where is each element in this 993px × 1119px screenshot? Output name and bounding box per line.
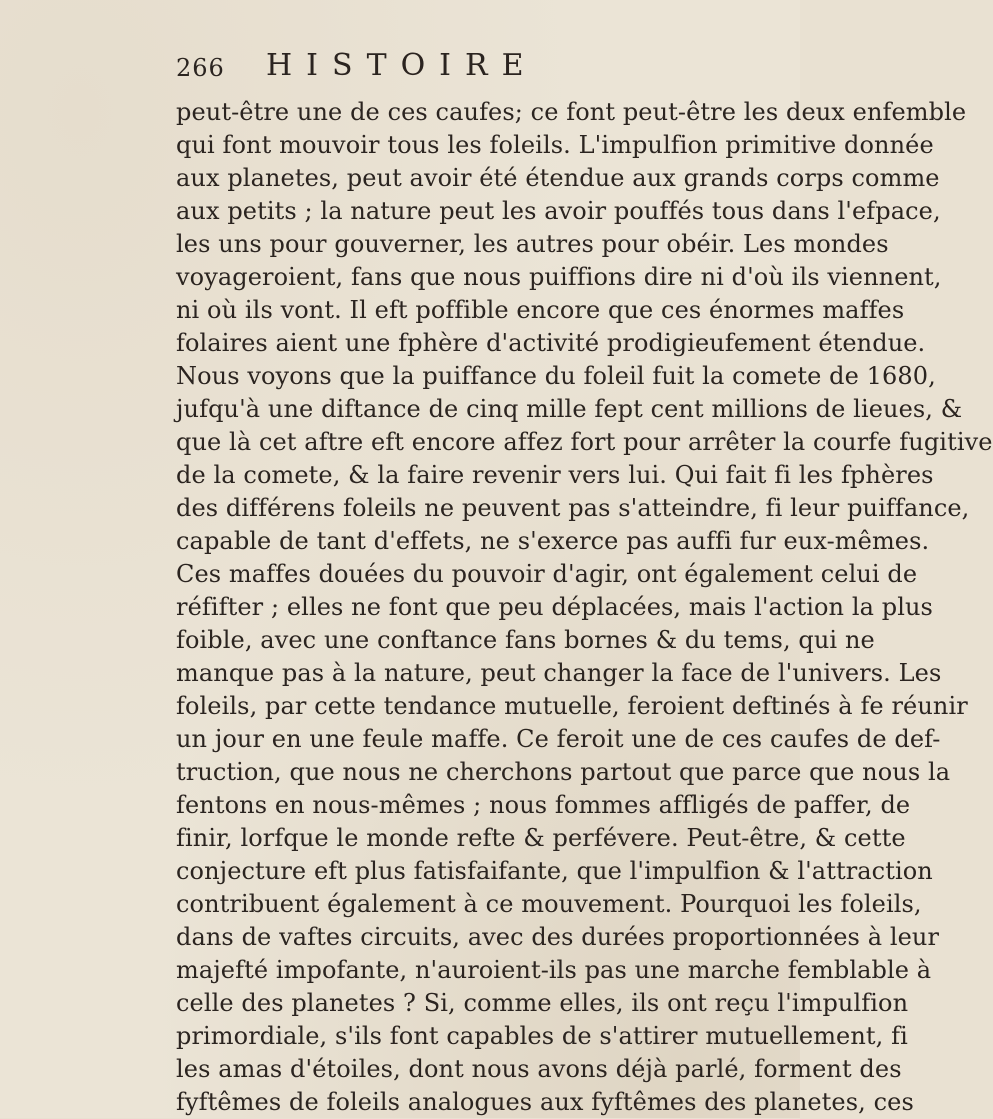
text-line: aux planetes, peut avoir été étendue aux grands corps comme bbox=[176, 164, 940, 192]
text-line: qui font mouvoir tous les foleils. L'impulfion primitive donnée bbox=[176, 131, 934, 159]
text-line: aux petits ; la nature peut les avoir pouffés tous dans l'efpace, bbox=[176, 197, 941, 225]
text-line: foleils, par cette tendance mutuelle, feroient deftinés à fe réunir bbox=[176, 692, 968, 720]
text-line: fyftêmes de foleils analogues aux fyftêmes des planetes, ces bbox=[176, 1088, 914, 1116]
text-line: jufqu'à une diftance de cinq mille fept cent millions de lieues, & bbox=[176, 395, 963, 423]
text-line: truction, que nous ne cherchons partout que parce que nous la bbox=[176, 758, 951, 786]
text-line: contribuent également à ce mouvement. Pourquoi les foleils, bbox=[176, 890, 922, 918]
text-line: foible, avec une conftance fans bornes & du tems, qui ne bbox=[176, 626, 875, 654]
text-line: majefté impofante, n'auroient-ils pas une marche femblable à bbox=[176, 956, 932, 984]
page-number: 266 bbox=[176, 54, 225, 82]
text-line: ni où ils vont. Il eft poffible encore que ces énormes maffes bbox=[176, 296, 905, 324]
text-line: Ces maffes douées du pouvoir d'agir, ont également celui de bbox=[176, 560, 918, 588]
text-line: des différens foleils ne peuvent pas s'atteindre, fi leur puiffance, bbox=[176, 494, 970, 522]
page-header bbox=[176, 48, 606, 92]
text-line: folaires aient une fphère d'activité prodigieufement étendue. bbox=[176, 329, 926, 357]
running-head: HISTOIRE bbox=[266, 48, 538, 83]
text-line: voyageroient, fans que nous puiffions dire ni d'où ils viennent, bbox=[176, 263, 942, 291]
text-line: un jour en une feule maffe. Ce feroit une de ces caufes de def- bbox=[176, 725, 941, 753]
text-line: fentons en nous-mêmes ; nous fommes affligés de paffer, de bbox=[176, 791, 911, 819]
text-line: dans de vaftes circuits, avec des durées proportionnées à leur bbox=[176, 923, 940, 951]
text-line: capable de tant d'effets, ne s'exerce pas auffi fur eux-mêmes. bbox=[176, 527, 930, 555]
text-line: réfifter ; elles ne font que peu déplacées, mais l'action la plus bbox=[176, 593, 933, 621]
text-line: que là cet aftre eft encore affez fort pour arrêter la courfe fugitive bbox=[176, 428, 993, 456]
text-line: manque pas à la nature, peut changer la face de l'univers. Les bbox=[176, 659, 942, 687]
text-line: celle des planetes ? Si, comme elles, ils ont reçu l'impulfion bbox=[176, 989, 909, 1017]
text-line: les uns pour gouverner, les autres pour obéir. Les mondes bbox=[176, 230, 889, 258]
text-line: finir, lorfque le monde refte & perfévere. Peut-être, & cette bbox=[176, 824, 906, 852]
text-line: primordiale, s'ils font capables de s'attirer mutuellement, fi bbox=[176, 1022, 908, 1050]
text-line: Nous voyons que la puiffance du foleil fuit la comete de 1680, bbox=[176, 362, 936, 390]
text-line: de la comete, & la faire revenir vers lui. Qui fait fi les fphères bbox=[176, 461, 934, 489]
body-text bbox=[176, 96, 993, 1119]
text-line: peut-être une de ces caufes; ce font peut-être les deux enfemble bbox=[176, 98, 967, 126]
text-line: conjecture eft plus fatisfaifante, que l'impulfion & l'attraction bbox=[176, 857, 933, 885]
text-line: les amas d'étoiles, dont nous avons déjà parlé, forment des bbox=[176, 1055, 902, 1083]
